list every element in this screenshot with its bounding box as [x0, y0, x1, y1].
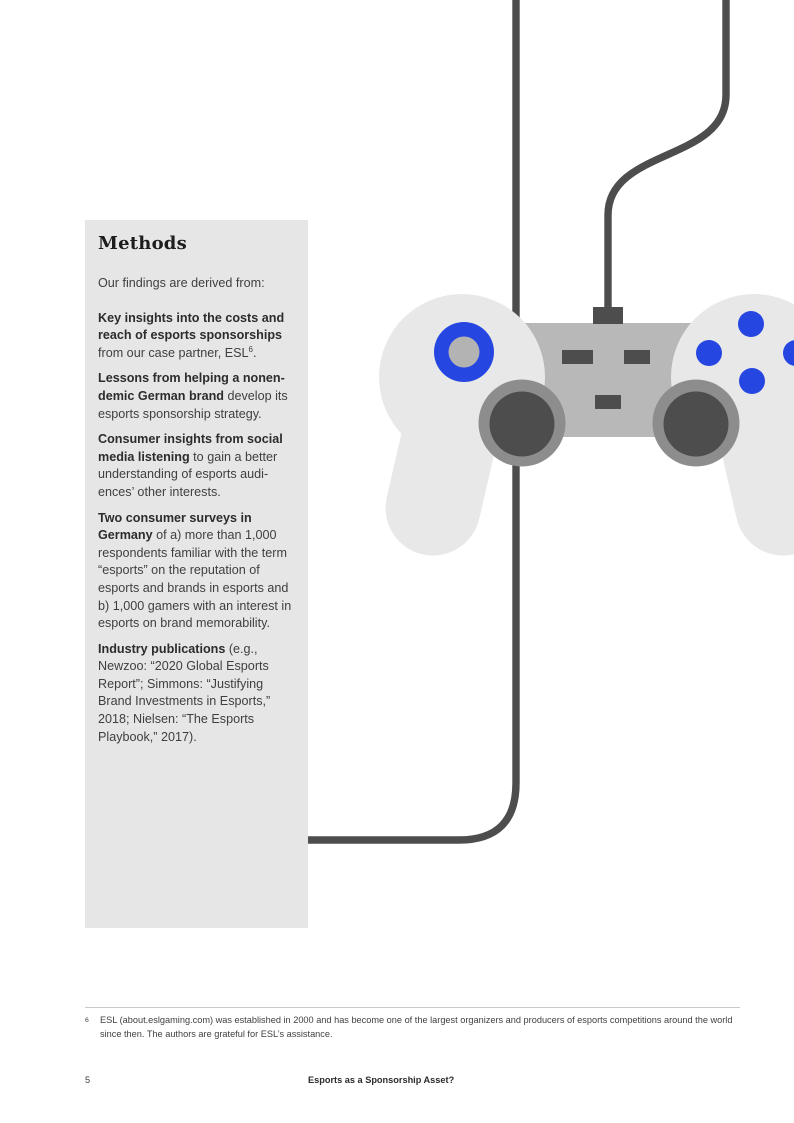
- footnote-ref: 6: [248, 344, 253, 354]
- method-item-body: of a) more than 1,000 respondents familiar with the term “esports” on the reputation of esports and brands in esports and b) 1,000 gamers with an interest in esports on brand memorability.: [98, 528, 292, 631]
- footnote-text: ESL (about.eslgaming.com) was established in 2000 and has become one of the largest organizers and producers of esports competitions around the world since then. The authors are grateful for ESL’s assistance.: [100, 1015, 733, 1039]
- method-item-lessons: [98, 370, 295, 423]
- right-analog-stick: [653, 380, 740, 467]
- method-item-surveys: [98, 510, 295, 633]
- method-item-publications: [98, 641, 295, 747]
- method-item-body: from our case partner, ESL: [98, 345, 249, 360]
- left-analog-stick: [479, 380, 566, 467]
- action-button-top: [738, 311, 764, 337]
- method-item-body: to gain a better understanding of esports audiences’ other interests.: [98, 449, 278, 499]
- method-item-lead: Lessons from helping a nonendemic German brand: [98, 371, 285, 403]
- dpad-ring: [434, 322, 494, 382]
- action-button-left: [696, 340, 722, 366]
- methods-sidebar: [85, 220, 308, 928]
- method-item-body: (e.g., Newzoo: “2020 Global Esports Report”; Simmons: “Justifying Brand Investments in Esports,” 2018; Nielsen: “The Esports Playbook,” 2017).: [98, 641, 271, 744]
- sidebar-intro: Our findings are derived from:: [98, 276, 265, 290]
- body-button-left: [562, 350, 593, 364]
- method-item-body: develop its esports sponsorship strategy.: [98, 388, 288, 421]
- footer-title: Esports as a Sponsorship Asset?: [308, 1075, 455, 1085]
- cable-right: [608, 0, 726, 312]
- footnote-divider: [85, 1007, 740, 1008]
- method-item-tail: .: [252, 345, 257, 360]
- method-item-lead: Two consumer surveys in Germany: [98, 510, 252, 543]
- method-item-consumer-insights: [98, 431, 295, 501]
- footnote: [85, 1014, 743, 1041]
- method-item-key-insights: [98, 310, 295, 363]
- sidebar-heading: Methods: [98, 233, 187, 254]
- game-controller: [379, 294, 794, 508]
- action-button-bottom: [739, 368, 765, 394]
- method-item-lead: Industry publications: [98, 641, 226, 656]
- footnote-marker: 6: [85, 1017, 89, 1024]
- method-item-lead: Key insights into the costs and reach of esports sponsorships: [98, 310, 285, 343]
- body-button-right: [624, 350, 650, 364]
- page-number: 5: [85, 1075, 91, 1085]
- cable-plug: [593, 307, 623, 324]
- method-item-lead: Consumer insights from social media listening: [98, 432, 283, 464]
- body-button-bottom: [595, 395, 621, 409]
